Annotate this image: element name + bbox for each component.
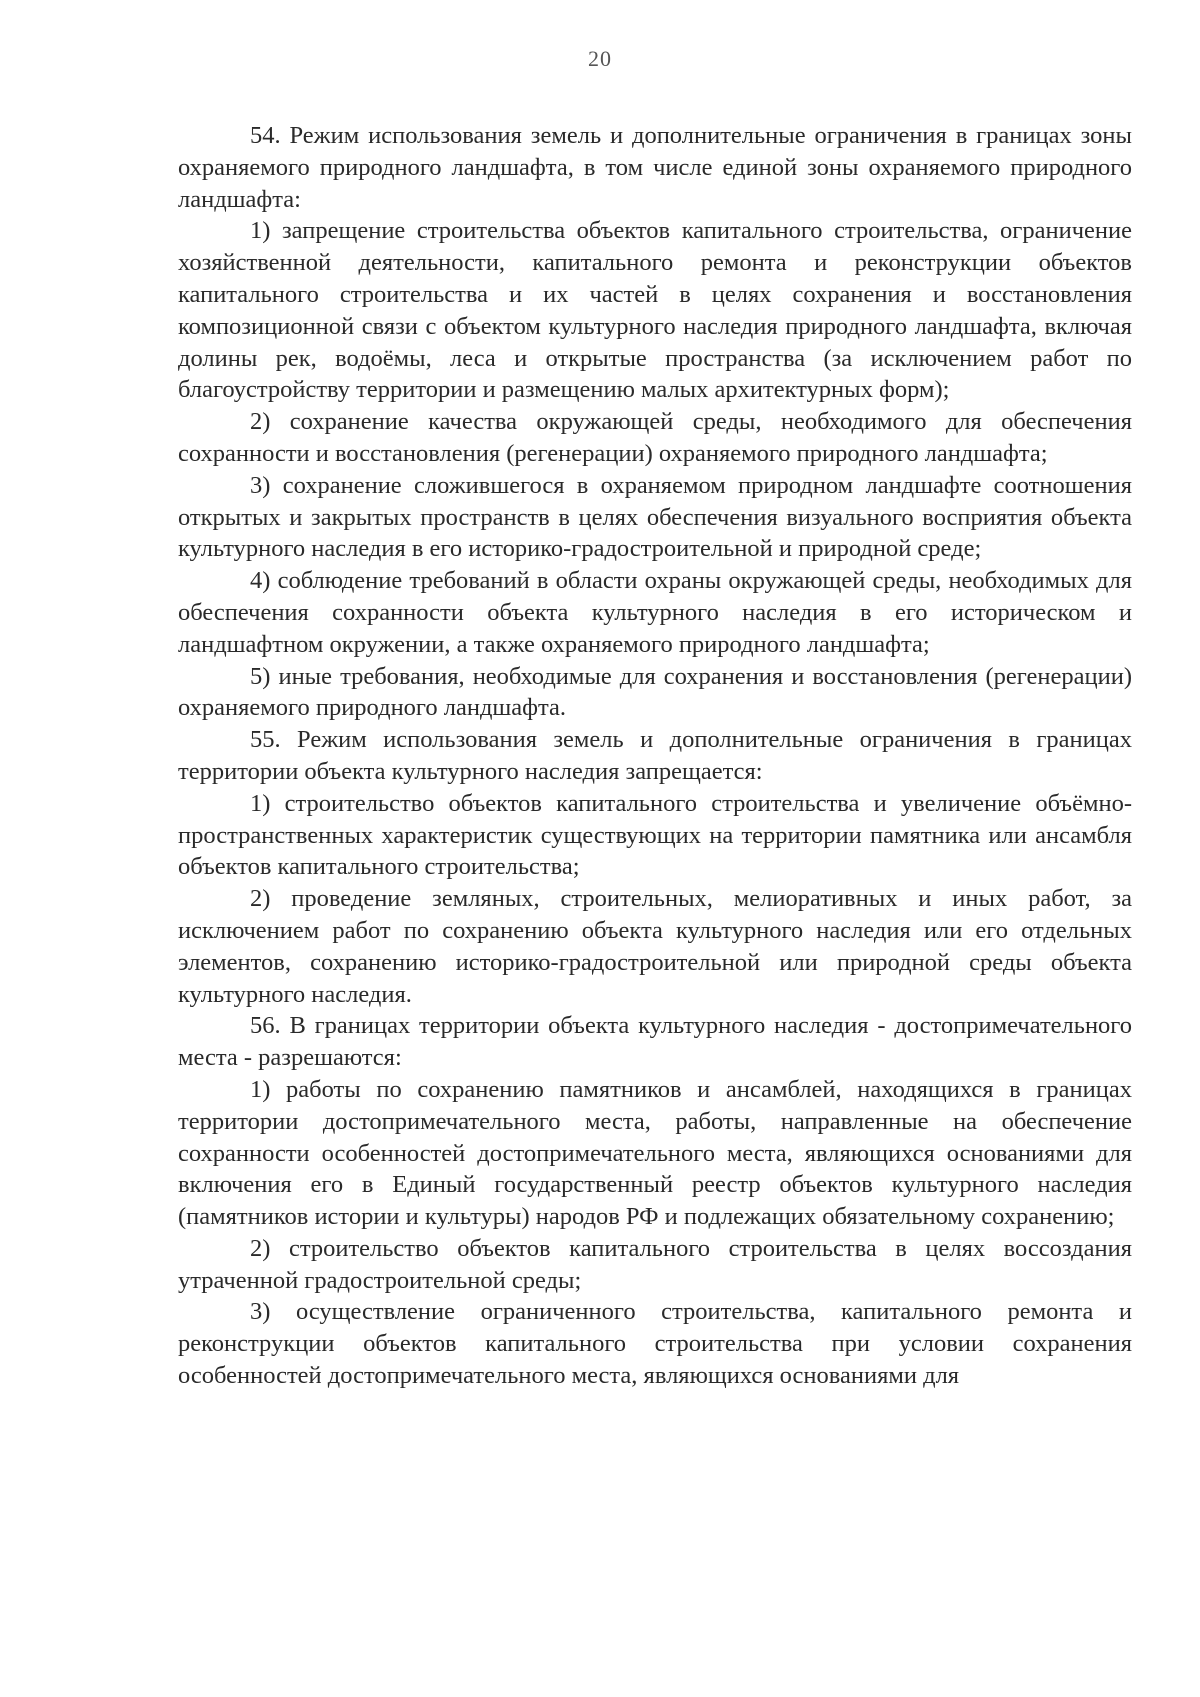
paragraph-55-heading: 55. Режим использования земель и дополнительные ограничения в границах территории объекта культурного наследия запрещается: — [178, 726, 1132, 785]
paragraph-55-item-2: 2) проведение земляных, строительных, мелиоративных и иных работ, за исключением работ по сохранению объекта культурного наследия или его отдельных элементов, сохранению историко-градостроительной или природной среды объекта культурного наследия. — [178, 885, 1132, 1008]
paragraph-54-item-4: 4) соблюдение требований в области охраны окружающей среды, необходимых для обеспечения сохранности объекта культурного наследия в его историческом и ландшафтном окружении, а также охраняемого природного ландшафта; — [178, 567, 1132, 658]
page-number: 20 — [588, 46, 612, 71]
paragraph-56-item-1: 1) работы по сохранению памятников и ансамблей, находящихся в границах территории достопримечательного места, работы, направленные на обеспечение сохранности особенностей достопримечательного места, являющихся основаниями для включения его в Единый государственный реестр объектов культурного наследия (памятников истории и культуры) народов РФ и подлежащих обязательному сохранению; — [178, 1075, 1132, 1231]
paragraph-54-item-3: 3) сохранение сложившегося в охраняемом природном ландшафте соотношения открытых и закрытых пространств в целях обеспечения визуального восприятия объекта культурного наследия в его историко-градостроительной и природной среде; — [178, 471, 1132, 563]
document-body — [178, 120, 1132, 1392]
paragraph-54-item-2: 2) сохранение качества окружающей среды, необходимого для обеспечения сохранности и восстановления (регенерации) охраняемого природного ландшафта; — [178, 408, 1132, 467]
paragraph-56-item-2: 2) строительство объектов капитального строительства в целях воссоздания утраченной градостроительной среды; — [178, 1234, 1132, 1294]
paragraph-54-heading: 54. Режим использования земель и дополнительные ограничения в границах зоны охраняемого природного ландшафта, в том числе единой зоны охраняемого природного ландшафта: — [178, 122, 1132, 213]
paragraph-56-heading: 56. В границах территории объекта культурного наследия - достопримечательного места - разрешаются: — [178, 1012, 1132, 1072]
paragraph-54-item-1: 1) запрещение строительства объектов капитального строительства, ограничение хозяйственной деятельности, капитального ремонта и реконструкции объектов капитального строительства и их частей в целях сохранения и восстановления композиционной связи с объектом культурного наследия природного ландшафта, включая долины рек, водоёмы, леса и открытые пространства (за исключением работ по благоустройству территории и размещению малых архитектурных форм); — [178, 217, 1132, 404]
paragraph-55-item-1: 1) строительство объектов капитального строительства и увеличение объёмно-пространственных характеристик существующих на территории памятника или ансамбля объектов капитального строительства; — [178, 789, 1132, 881]
paragraph-54-item-5: 5) иные требования, необходимые для сохранения и восстановления (регенерации) охраняемого природного ландшафта. — [178, 662, 1132, 722]
paragraph-56-item-3: 3) осуществление ограниченного строительства, капитального ремонта и реконструкции объектов капитального строительства при условии сохранения особенностей достопримечательного места, являющихся основаниями для — [178, 1298, 1132, 1390]
